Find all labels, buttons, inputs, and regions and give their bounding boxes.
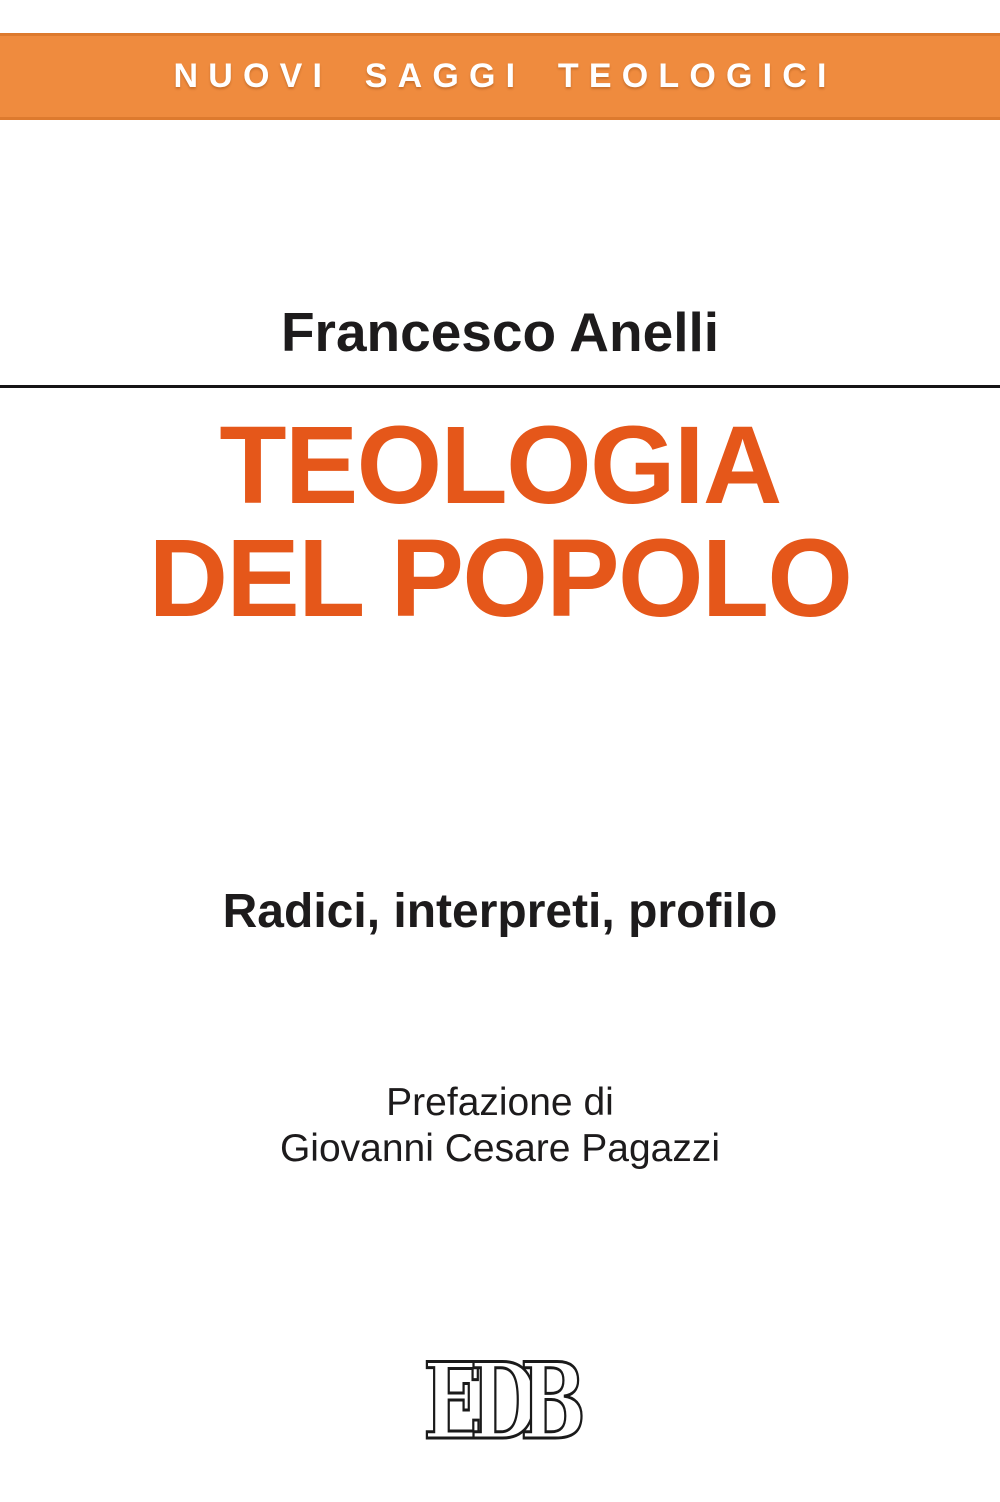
preface-credit [0,1080,1000,1172]
edb-logo-letter-b: B [520,1339,586,1464]
author-name: Francesco Anelli [280,301,720,363]
preface-line2: Giovanni Cesare Pagazzi [279,1127,721,1170]
edb-logo-letter-e: E [423,1339,483,1464]
edb-logo-letter-d: D [469,1339,538,1464]
edb-logo-graphic [421,1339,586,1464]
series-banner-label: NUOVI SAGGI TEOLOGICI [173,57,837,95]
book-title-line1: TEOLOGIA [219,404,781,527]
publisher-logo-edb [421,1339,586,1464]
book-title [0,404,1000,640]
book-subtitle: Radici, interpreti, profilo [222,885,778,938]
series-banner [0,33,1000,120]
preface-line1: Prefazione di [386,1081,614,1124]
book-title-line2: DEL POPOLO [148,517,852,640]
divider-rule [0,385,1000,388]
